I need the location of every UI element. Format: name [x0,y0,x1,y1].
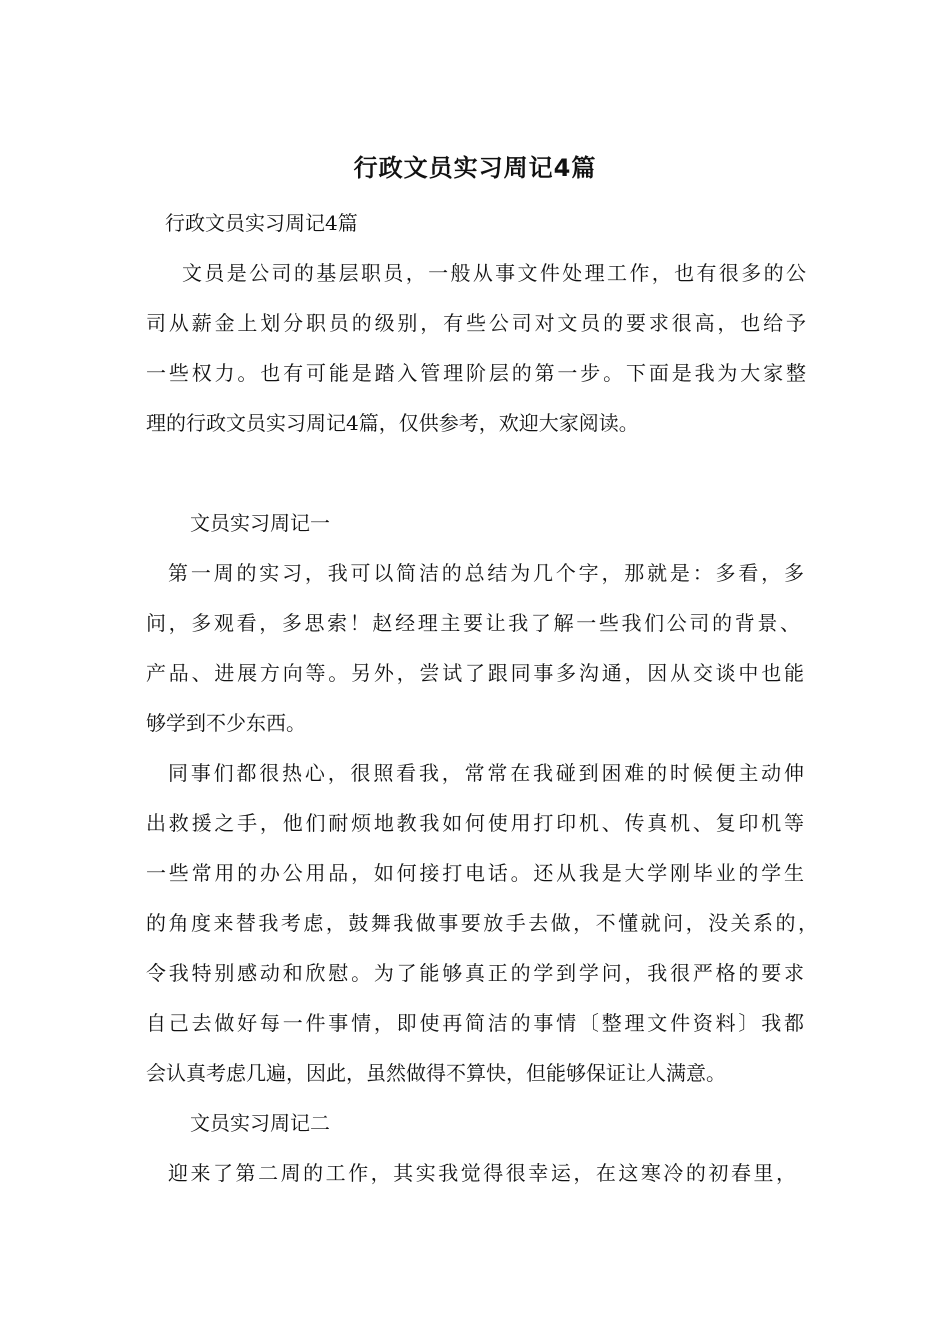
paragraph-line: 一些权力。也有可能是踏入管理阶层的第一步。下面是我为大家整 [146,361,806,385]
paragraph-line: 第一周的实习，我可以简洁的总结为几个字，那就是：多看，多 [168,561,804,585]
paragraph-line: 会认真考虑几遍，因此，虽然做得不算快，但能够保证让人满意。 [146,1061,726,1085]
paragraph-line: 令我特别感动和欣慰。为了能够真正的学到学问，我很严格的要求 [146,961,804,985]
paragraph-line: 一些常用的办公用品，如何接打电话。还从我是大学刚毕业的学生 [146,861,804,885]
paragraph-line: 的角度来替我考虑，鼓舞我做事要放手去做，不懂就问，没关系的， [146,911,818,935]
paragraph-line: 同事们都很热心，很照看我，常常在我碰到困难的时候便主动伸 [168,761,804,785]
paragraph-line: 产品、进展方向等。另外，尝试了跟同事多沟通，因从交谈中也能 [146,661,804,685]
paragraph-line: 迎来了第二周的工作，其实我觉得很幸运，在这寒冷的初春里， [168,1161,796,1185]
paragraph-line: 够学到不少东西。 [146,711,306,735]
paragraph-line: 自己去做好每一件事情，即使再简洁的事情〔整理文件资料〕我都 [146,1011,804,1035]
paragraph-line: 理的行政文员实习周记4篇，仅供参考，欢迎大家阅读。 [146,411,639,435]
paragraph-line: 司从薪金上划分职员的级别，有些公司对文员的要求很高，也给予 [146,311,806,335]
paragraph-line: 文员是公司的基层职员，一般从事文件处理工作，也有很多的公 [182,261,806,285]
section-heading: 文员实习周记一 [190,511,330,535]
document-subtitle: 行政文员实习周记4篇 [165,211,358,235]
document-title: 行政文员实习周记4篇 [353,154,597,182]
section-heading: 文员实习周记二 [190,1111,330,1135]
paragraph-line: 出救援之手，他们耐烦地教我如何使用打印机、传真机、复印机等 [146,811,804,835]
paragraph-line: 问，多观看，多思索！赵经理主要让我了解一些我们公司的背景、 [146,611,800,635]
